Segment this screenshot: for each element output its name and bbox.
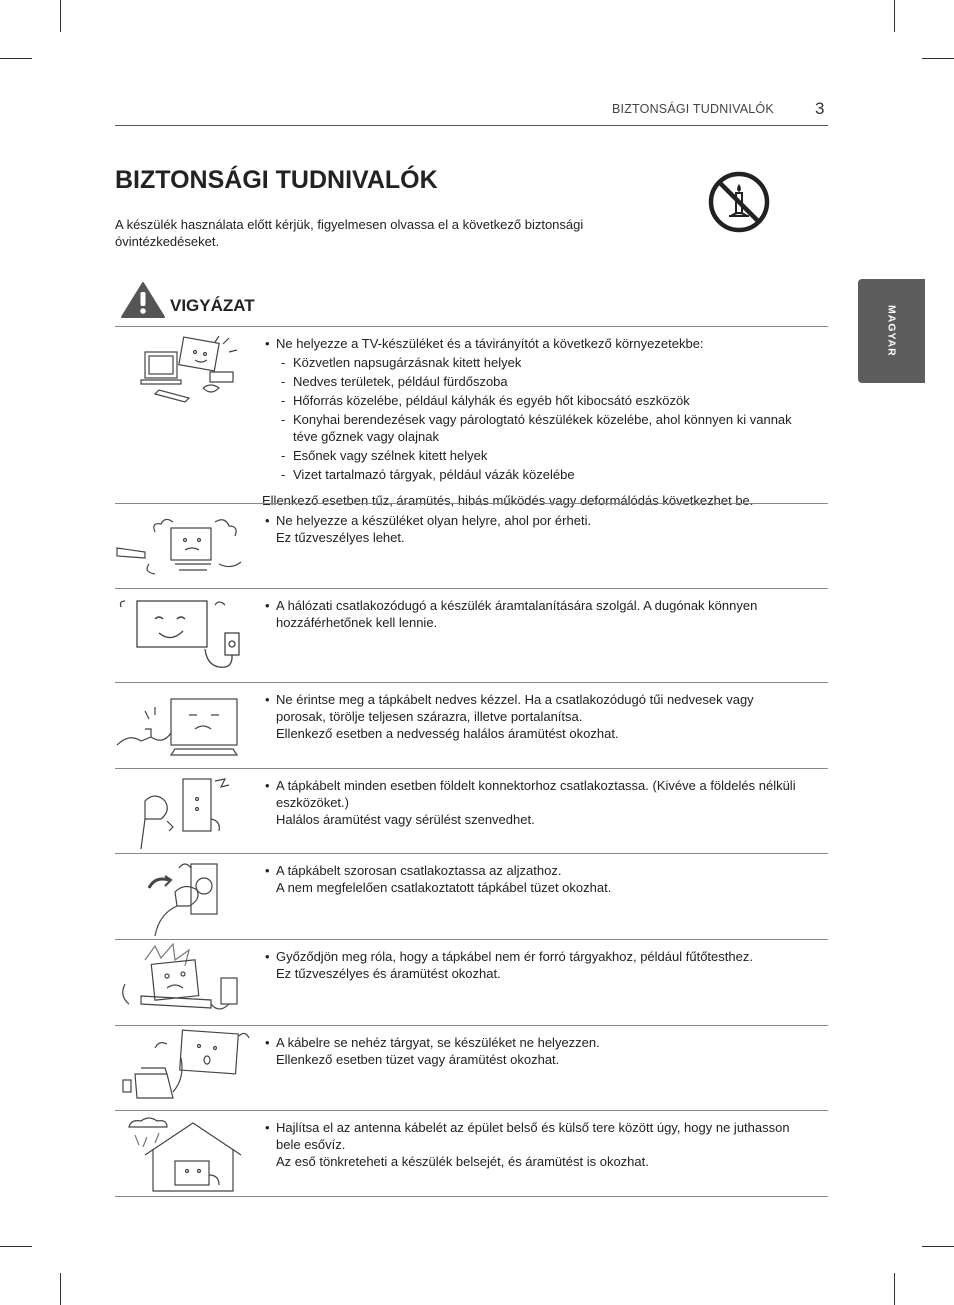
crop-mark [894, 0, 895, 32]
intro-text: A készülék használata előtt kérjük, figyelmesen olvassa el a következő biztonsági óvintézkedéseket. [115, 217, 584, 249]
language-tab-label: MAGYAR [885, 305, 898, 357]
dust-illustration [115, 512, 255, 584]
row-line: Halálos áramütést vagy sérülést szenvedhet. [276, 812, 535, 827]
row-line: A nem megfelelően csatlakoztatott tápkábel tüzet okozhat. [276, 880, 612, 895]
sub-item: - Közvetlen napsugárzásnak kitett helyek [281, 355, 522, 370]
hot-object-illustration [115, 942, 255, 1022]
safety-row [115, 939, 828, 1026]
crop-mark [922, 58, 954, 59]
safety-row [115, 326, 828, 508]
row-text [262, 862, 802, 896]
no-candle-icon [707, 170, 771, 234]
row-line: Ellenkező esetben a nedvesség halálos áramütést okozhat. [276, 726, 619, 741]
row-line: Az eső tönkreteheti a készülék belsejét, és áramütést is okozhat. [276, 1154, 649, 1169]
warning-triangle-icon [120, 281, 166, 319]
plug-insert-illustration [115, 858, 255, 938]
caution-heading: VIGYÁZAT [170, 296, 255, 315]
crop-mark [0, 58, 32, 59]
grounded-outlet-illustration [115, 775, 255, 851]
crop-mark [894, 1273, 895, 1305]
crop-mark [60, 0, 61, 32]
row-bullet: • Ne helyezze a készüléket olyan helyre, ahol por érheti. [265, 513, 592, 528]
running-header: BIZTONSÁGI TUDNIVALÓK [612, 102, 774, 116]
safety-row [115, 853, 828, 940]
row-bullet: • Ne helyezze a TV-készüléket és a távirányítót a következő környezetekbe: [265, 336, 704, 351]
crop-mark [922, 1246, 954, 1247]
tv-environment-illustration [115, 332, 255, 412]
heavy-object-illustration [115, 1028, 255, 1108]
wet-hands-illustration [115, 689, 255, 763]
crop-mark [60, 1273, 61, 1305]
sub-item: - Esőnek vagy szélnek kitett helyek [281, 448, 488, 463]
safety-row [115, 682, 828, 769]
row-text [262, 691, 802, 742]
page-number: 3 [815, 99, 825, 118]
antenna-rain-illustration [115, 1115, 255, 1195]
sub-item: - Konyhai berendezések vagy párologtató készülékek közelébe, ahol könnyen ki vannak téve gőznek vagy olajnak [281, 412, 792, 444]
safety-row [115, 1110, 828, 1197]
page-title: BIZTONSÁGI TUDNIVALÓK [115, 166, 438, 194]
header-divider [115, 125, 828, 126]
row-bullet: • A hálózati csatlakozódugó a készülék áramtalanítására szolgál. A dugónak könnyen hozzáférhetőnek kell lennie. [265, 598, 758, 630]
row-text [262, 512, 802, 546]
plug-access-illustration [115, 597, 255, 677]
row-line: Ellenkező esetben tüzet vagy áramütést okozhat. [276, 1052, 560, 1067]
sub-item: - Hőforrás közelébe, például kályhák és egyéb hőt kibocsátó eszközök [281, 393, 690, 408]
row-bullet: • Győződjön meg róla, hogy a tápkábel nem ér forró tárgyakhoz, például fűtőtesthez. [265, 949, 753, 964]
row-text [262, 1034, 802, 1068]
row-text [262, 597, 802, 631]
row-line: Ez tűzveszélyes lehet. [276, 530, 405, 545]
sub-item: - Nedves területek, például fürdőszoba [281, 374, 508, 389]
safety-row [115, 768, 828, 854]
row-bullet: • A kábelre se nehéz tárgyat, se készüléket ne helyezzen. [265, 1035, 600, 1050]
row-bullet: • Hajlítsa el az antenna kábelét az épület belső és külső tere között úgy, hogy ne juthasson bele esővíz. [265, 1120, 790, 1152]
sub-item: - Vizet tartalmazó tárgyak, például vázák közelébe [281, 467, 575, 482]
row-note: Ellenkező esetben tűz, áramütés, hibás működés vagy deformálódás következhet be. [262, 493, 754, 508]
row-bullet: • A tápkábelt minden esetben földelt konnektorhoz csatlakoztassa. (Kivéve a földelés nélküli eszközöket.) [265, 778, 796, 810]
row-text [262, 777, 802, 828]
safety-row [115, 1025, 828, 1111]
row-text [262, 1119, 802, 1170]
crop-mark [0, 1246, 32, 1247]
row-bullet: • A tápkábelt szorosan csatlakoztassa az aljzathoz. [265, 863, 562, 878]
row-bullet: • Ne érintse meg a tápkábelt nedves kézzel. Ha a csatlakozódugó tűi nedvesek vagy porosak, törölje teljesen szárazra, illetve portalanítsa. [265, 692, 754, 724]
row-line: Ez tűzveszélyes és áramütést okozhat. [276, 966, 501, 981]
safety-row [115, 503, 828, 589]
safety-row [115, 588, 828, 683]
row-text [262, 335, 802, 509]
row-text [262, 948, 802, 982]
language-tab [858, 279, 925, 383]
